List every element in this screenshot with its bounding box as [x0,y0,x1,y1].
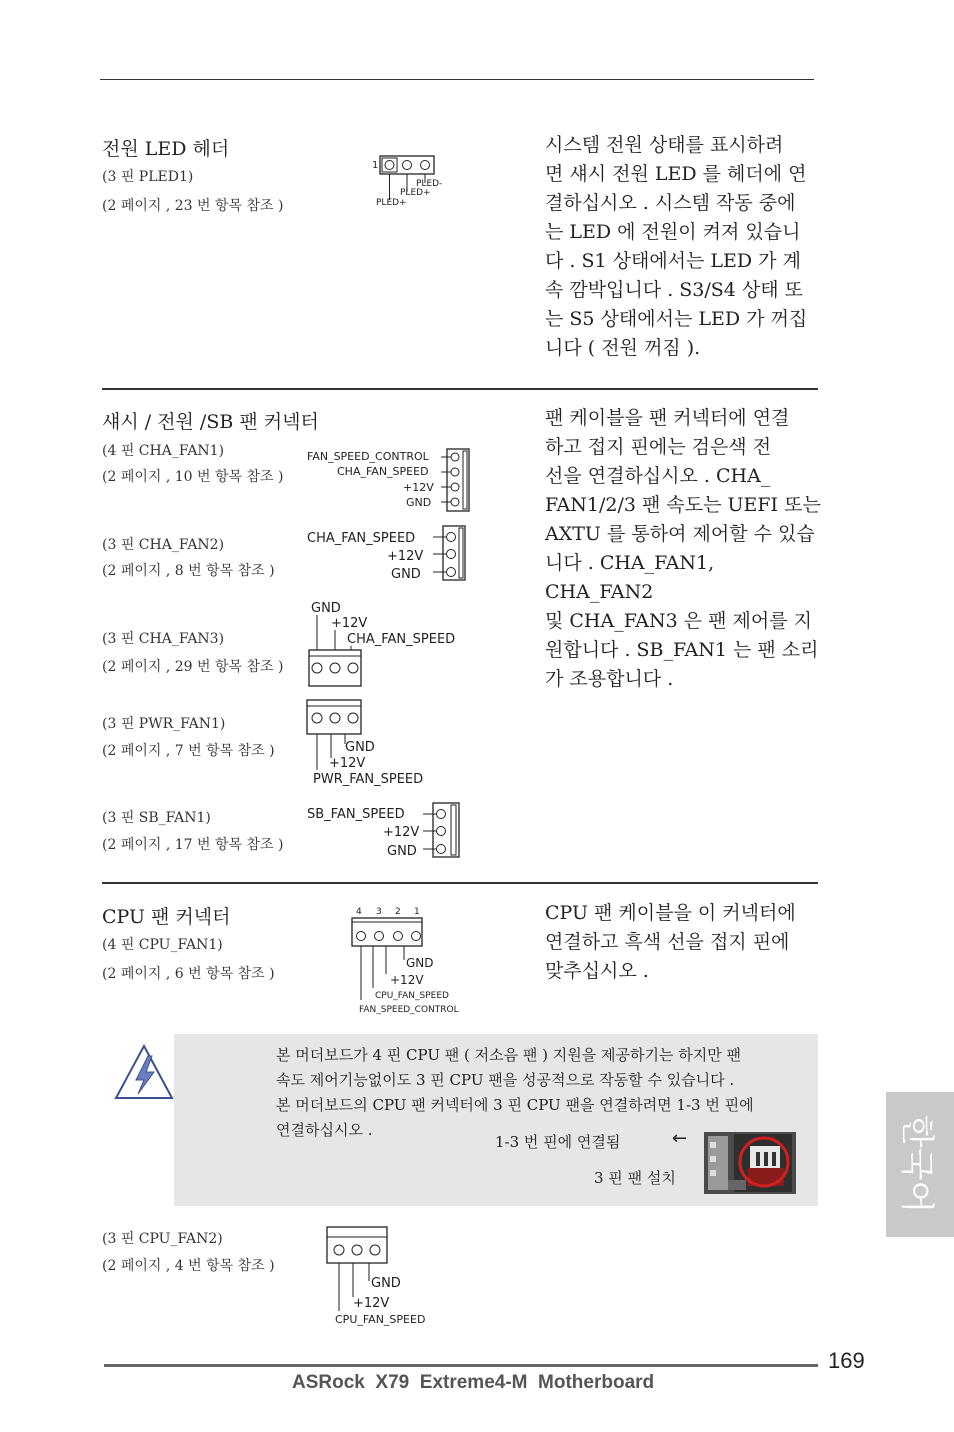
fan-label: +12V [403,481,434,494]
cpu-fan2-diagram [325,1225,455,1329]
sb-fan1-pins: (3 핀 SB_FAN1) [102,810,211,826]
sb-fan1-ref: (2 페이지 , 17 번 항목 참조 ) [102,837,284,853]
pwr-fan1-ref: (2 페이지 , 7 번 항목 참조 ) [102,743,275,759]
desc-line: 속 깜박입니다 . S3/S4 상태 또 [545,279,804,301]
cha-fan2-diagram [305,522,475,584]
cpu-fan1-ref: (2 페이지 , 6 번 항목 참조 ) [102,966,275,982]
desc-line: 팬 케이블을 팬 커넥터에 연결 [545,407,790,429]
fan-label: GND [311,601,341,616]
arrow-left-icon: ← [672,1128,688,1149]
desc-line: 는 LED 에 전원이 켜져 있습니 [545,221,801,243]
cpu-fan2-label: +12V [353,1296,390,1311]
cpu-fan1-diagram [348,902,488,1018]
cpu-fan-note [276,1043,816,1143]
cha-fan1-pins: (4 핀 CHA_FAN1) [102,443,225,459]
desc-line: 하고 접지 핀에는 검은색 전 [545,436,772,458]
desc-line: 결하십시오 . 시스템 작동 중에 [545,192,796,214]
pled-plus-label-a: PLED+ [400,188,431,198]
desc-line: 시스템 전원 상태를 표시하려 [545,134,784,156]
desc-line: 맞추십시오 . [545,960,649,982]
fan-label: FAN_SPEED_CONTROL [307,450,429,463]
pin-number: 3 [376,907,382,917]
fan-label: CHA_FAN_SPEED [337,465,429,478]
power-led-diagram [370,150,460,210]
divider-1 [102,388,818,390]
note-line: 속도 제어기능없이도 3 핀 CPU 팬을 성공적으로 작동할 수 있습니다 . [276,1071,735,1089]
cpu-fan2-label: GND [371,1276,401,1291]
pin-number: 1 [414,907,420,917]
cpu-fan-label: GND [406,956,434,970]
power-led-description [545,131,815,363]
cpu-fan2-pins: (3 핀 CPU_FAN2) [102,1231,223,1247]
fan-label: GND [387,844,417,859]
desc-line: 및 CHA_FAN3 은 팬 제어를 지 [545,610,812,632]
cha-fan3-ref: (2 페이지 , 29 번 항목 참조 ) [102,659,284,675]
note-line: 연결하십시오 . [276,1121,373,1139]
language-tab-label: 한국어 [896,1114,937,1214]
fan-label: SB_FAN_SPEED [307,807,405,822]
cpu-fan1-pins: (4 핀 CPU_FAN1) [102,937,223,953]
cpu-fan-title: CPU 팬 커넥터 [102,906,231,928]
desc-line: 다 . S1 상태에서는 LED 가 계 [545,250,801,272]
cha-fan2-ref: (2 페이지 , 8 번 항목 참조 ) [102,563,275,579]
desc-line: 니다 ( 전원 꺼짐 ). [545,337,701,359]
cpu-fan-description [545,899,815,986]
divider-2 [102,882,818,884]
sb-fan1-diagram [305,800,475,862]
desc-line: 연결하고 흑색 선을 접지 핀에 [545,931,790,953]
cpu-fan-label: CPU_FAN_SPEED [375,991,449,1001]
footer-text: ASRock X79 Extreme4-M Motherboard [292,1372,655,1393]
fan-label: CHA_FAN_SPEED [307,531,416,546]
fan-label: PWR_FAN_SPEED [313,772,424,787]
fan-label: GND [345,740,375,755]
fan-label: +12V [331,616,368,631]
footer-rule [104,1364,818,1367]
fan-label: CHA_FAN_SPEED [347,632,456,647]
pin1-label: 1 [372,160,379,171]
fan-label: +12V [383,825,420,840]
top-rule [100,79,814,80]
warning-icon [112,1042,176,1102]
page-number: 169 [828,1348,865,1373]
cpu-fan2-label: CPU_FAN_SPEED [335,1313,426,1326]
desc-line: FAN1/2/3 팬 속도는 UEFI 또는 [545,494,821,516]
pin-number: 4 [356,907,362,917]
note-line: 본 머더보드가 4 핀 CPU 팬 ( 저소음 팬 ) 지원을 제공하기는 하지만 팬 [276,1046,741,1064]
pled-minus-label: PLED- [416,179,443,189]
cha-fan1-ref: (2 페이지 , 10 번 항목 참조 ) [102,469,284,485]
fan-label: +12V [329,756,366,771]
power-led-pins: (3 핀 PLED1) [102,169,194,185]
cha-fan1-diagram [305,444,475,514]
desc-line: 가 조용합니다 . [545,668,674,690]
fan-label: GND [391,567,421,582]
cpu-fan-label: FAN_SPEED_CONTROL [359,1005,459,1015]
desc-line: 니다 . CHA_FAN1, CHA_FAN2 [545,552,715,603]
cpu-fan-label: +12V [390,973,424,987]
desc-line: AXTU 를 통하여 제어할 수 있습 [545,523,815,545]
cha-fan2-pins: (3 핀 CHA_FAN2) [102,537,225,553]
cha-fan3-pins: (3 핀 CHA_FAN3) [102,631,225,647]
desc-line: 원합니다 . SB_FAN1 는 팬 소리 [545,639,819,661]
note-line: 본 머더보드의 CPU 팬 커넥터에 3 핀 CPU 팬을 연결하려면 1-3 번 핀에 [276,1096,754,1114]
desc-line: 는 S5 상태에서는 LED 가 꺼집 [545,308,808,330]
desc-line: CPU 팬 케이블을 이 커넥터에 [545,902,796,924]
pled-plus-label-b: PLED+ [376,198,407,208]
pin-number: 2 [395,907,401,917]
fan-label: +12V [387,549,424,564]
note-caption-install: 3 핀 팬 설치 [594,1169,676,1187]
fan-description [545,404,825,694]
fan-install-photo [704,1132,796,1194]
note-caption-connect: 1-3 번 핀에 연결됨 [495,1133,621,1151]
desc-line: 면 섀시 전원 LED 를 헤더에 연 [545,163,807,185]
desc-line: 선을 연결하십시오 . CHA_ [545,465,771,487]
fan-label: GND [406,496,432,509]
pwr-fan1-diagram [305,698,475,788]
fan-section-title: 섀시 / 전원 /SB 팬 커넥터 [102,411,319,433]
cha-fan3-diagram [305,598,475,690]
power-led-title: 전원 LED 헤더 [102,138,230,160]
cpu-fan2-ref: (2 페이지 , 4 번 항목 참조 ) [102,1258,275,1274]
power-led-ref: (2 페이지 , 23 번 항목 참조 ) [102,198,284,214]
pwr-fan1-pins: (3 핀 PWR_FAN1) [102,716,226,732]
